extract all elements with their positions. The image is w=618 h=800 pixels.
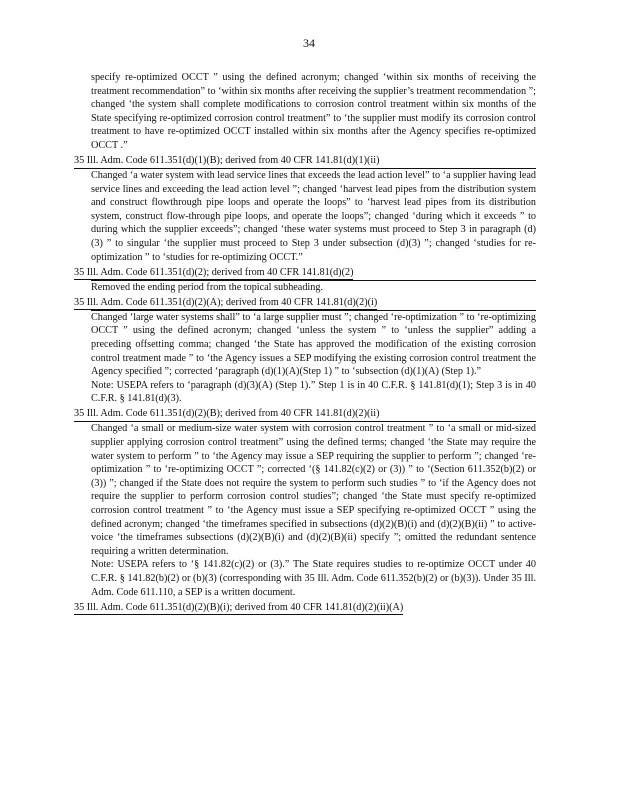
- entry-note: Note: USEPA refers to ‘§ 141.82(c)(2) or (3).” The State requires studies to re-optimize OCCT under 40 C.F.R. § 141.82(b)(2) or (b)(3) (corresponding with 35 Ill. Adm. Code 611.352(b)(2) or (b)(3)). Under 35 Ill. Adm. Code 611.110, a SEP is a written document.: [91, 559, 536, 598]
- entry-2: [74, 266, 536, 295]
- entry-heading: 35 Ill. Adm. Code 611.351(d)(2)(A); derived from 40 CFR 141.81(d)(2)(i): [74, 297, 377, 311]
- entry-4: [74, 407, 536, 599]
- entry-body: [91, 421, 536, 599]
- entry-text: Changed ‘a water system with lead service lines that exceeds the lead action level” to ‘a supplier having lead service lines and exceeding the lead action level ”; changed ‘harvest lead pipes from the distribution system and construct flowthrough pipe loops and operate the loops” to ‘harvest lead pipes from its distribution system, construct flow-through pipe loops, and operate the loops”; changed ‘during which it exceeds ” to during which the supplier exceeds”; changed ‘these water systems must proceed to Step 3 in paragraph (d)(3) ” to singular ‘the supplier must proceed to Step 3 under subsection (d)(3) ”; changed ‘studies for re-optimization ” to ‘studies for re-optimizing OCCT.”: [91, 170, 536, 263]
- entry-5: [74, 601, 536, 616]
- page-number: 34: [303, 36, 315, 50]
- entry-1: [74, 154, 536, 264]
- entry-heading: 35 Ill. Adm. Code 611.351(d)(2); derived from 40 CFR 141.81(d)(2): [74, 267, 353, 281]
- entry-body: [91, 280, 536, 295]
- entry-note: Note: USEPA refers to ‘paragraph (d)(3)(A) (Step 1).” Step 1 is in 40 C.F.R. § 141.81(d)(1); Step 3 is in 40 C.F.R. § 141.81(d)(3).: [91, 379, 536, 405]
- entry-3: [74, 296, 536, 406]
- entry-text: Removed the ending period from the topical subheading.: [91, 281, 323, 293]
- entry-body: [91, 310, 536, 406]
- entry-text: Changed ‘a small or medium-size water system with corrosion control treatment ” to ‘a small or mid-sized supplier applying corrosion control treatment” using the defined terms; changed ‘the State may require the water system to perform ” to ‘the Agency may issue a SEP requiring the supplier to perform ”; changed ‘re-optimization ” to ‘re-optimizing OCCT ”; corrected ‘(§ 141.82(c)(2) or (3)) ” to ‘(Section 611.352(b)(2) or (3)) ”; changed if the State does not require the system to perform such studies ” to ‘if the Agency does not require the supplier to perform corrosion control studies”; changed ‘the State must specify re-optimized corrosion control treatment ” to ‘the Agency must issue a SEP specifying re-optimized OCCT ” using the defined acronym; changed ‘the timeframes specified in subsections (d)(2)(B)(i) and (d)(2)(B)(ii) ” to active-voice ‘the timeframes subsections (d)(2)(B)(i) and (d)(2)(B)(ii) specify ”; omitted the redundant sentence requiring a written determination.: [91, 423, 536, 557]
- entry-text: Changed ‘large water systems shall” to ‘a large supplier must ”; changed ‘re-optimization ” to ‘re-optimizing OCCT ” using the defined acronym; changed ‘unless the system ” to ‘unless the supplier” adding a preceding offsetting comma; changed ‘the State has approved the modification of the existing corrosion control treatment made ” to ‘the Agency issues a SEP modifying the existing corrosion control treatment the Agency specified ”; corrected ‘paragraph (d)(1)(A)(Step 1) ” to ‘subsection (d)(1)(A) (Step 1).”: [91, 311, 536, 378]
- entry-heading: 35 Ill. Adm. Code 611.351(d)(1)(B); derived from 40 CFR 141.81(d)(1)(ii): [74, 155, 380, 169]
- entry-heading: 35 Ill. Adm. Code 611.351(d)(2)(B); derived from 40 CFR 141.81(d)(2)(ii): [74, 408, 380, 422]
- document-body: [74, 71, 536, 615]
- entry-body: [91, 168, 536, 264]
- intro-paragraph: specify re-optimized OCCT ” using the defined acronym; changed ‘within six months of receiving the treatment recommendation” to ‘within six months after receiving the supplier’s treatment recommendation ”; changed ‘the system shall complete modifications to corrosion control treatment within six months of the State specifying re-optimized corrosion control treatment” to ‘the supplier must modify its corrosion control treatment to have re-optimized OCCT installed within six months after the Agency specifies re-optimized OCCT .”: [91, 72, 536, 151]
- entry-heading: 35 Ill. Adm. Code 611.351(d)(2)(B)(i); derived from 40 CFR 141.81(d)(2)(ii)(A): [74, 602, 403, 616]
